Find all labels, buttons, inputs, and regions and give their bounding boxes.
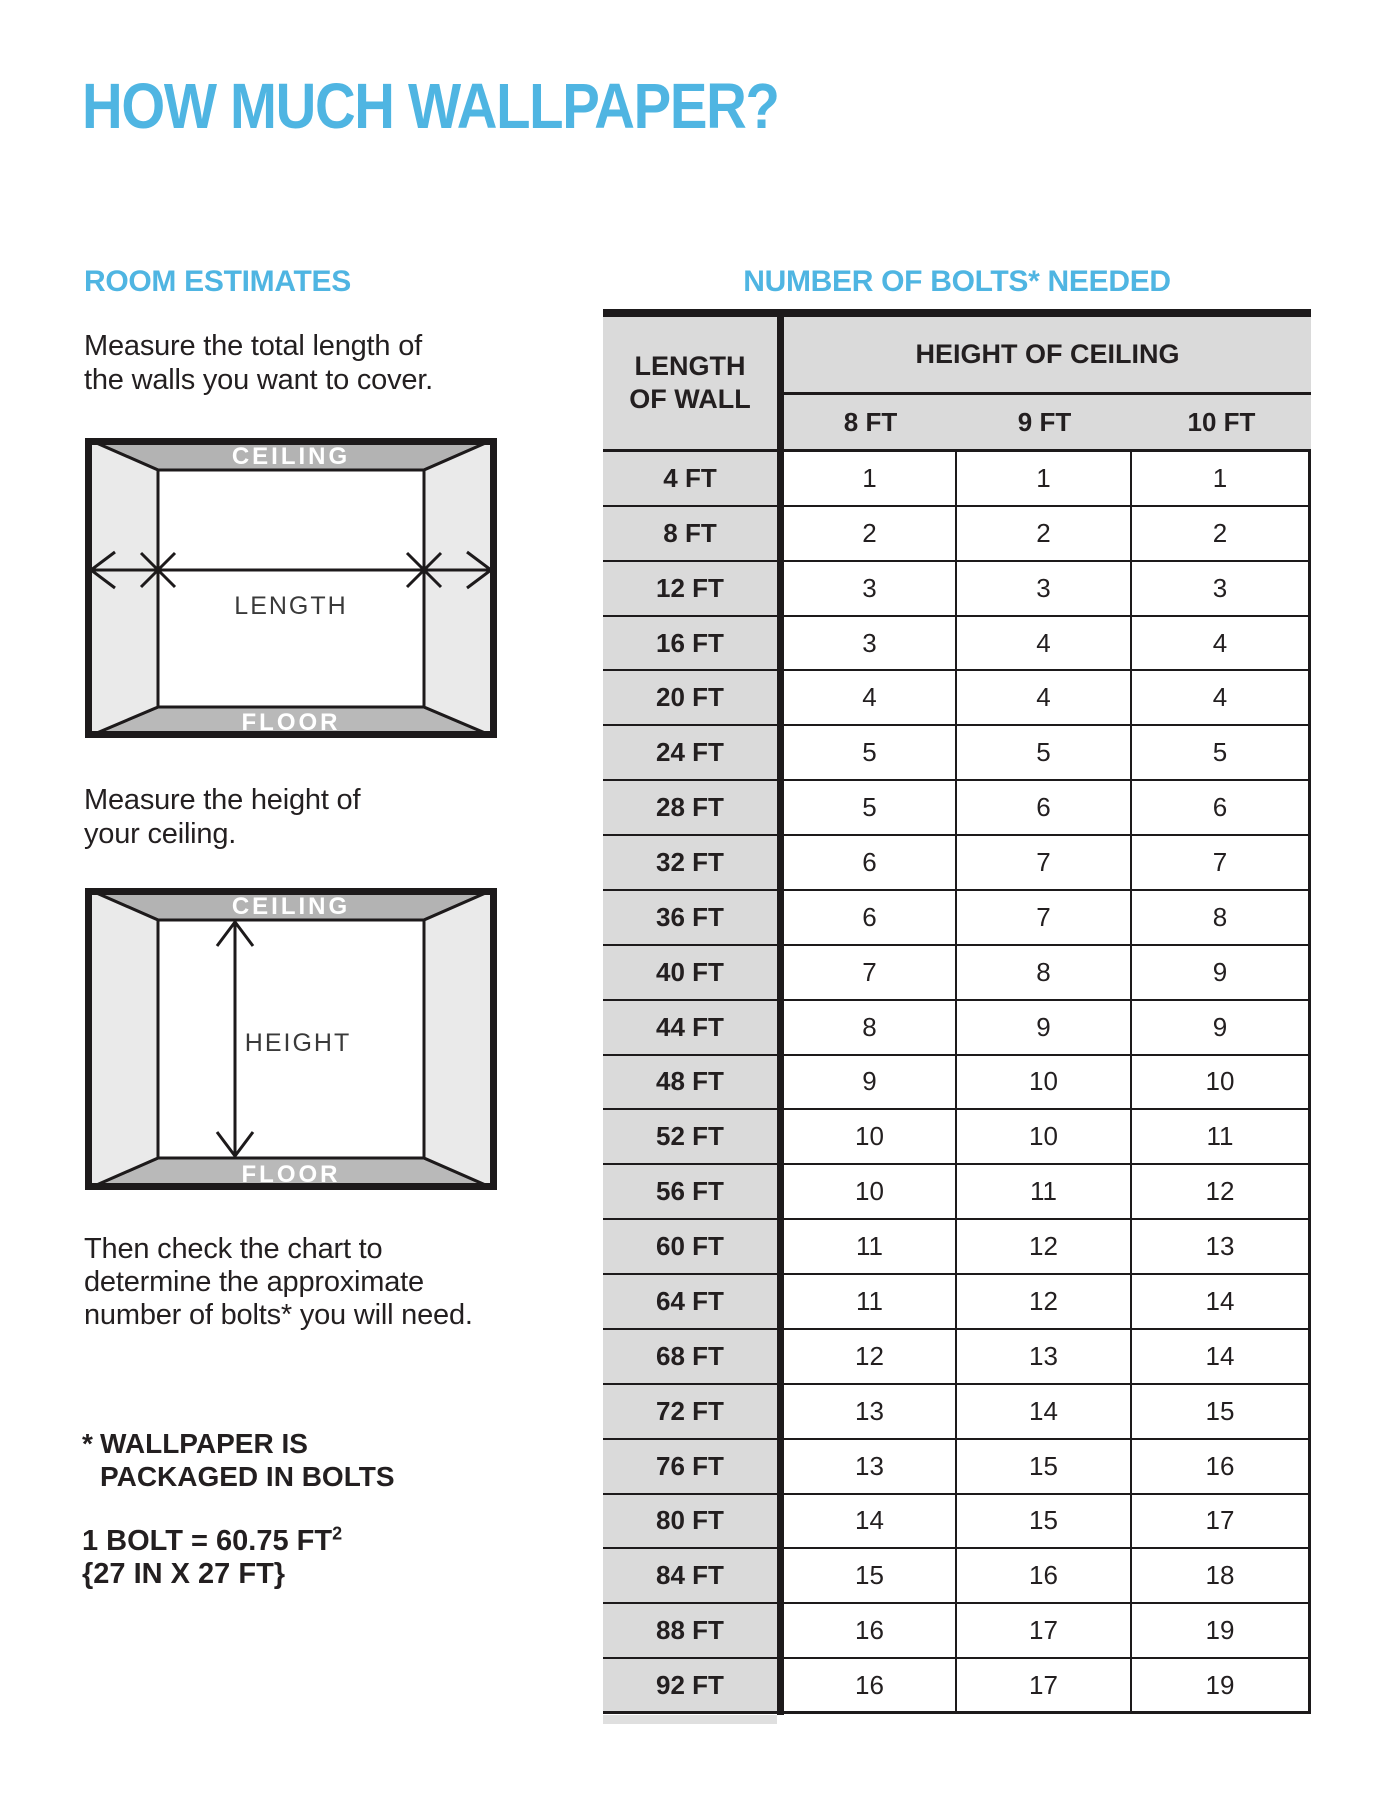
row-label-8-ft: 8 FT xyxy=(603,507,777,562)
cell-8ft: 11 xyxy=(784,1220,957,1275)
cell-9ft: 10 xyxy=(957,1056,1132,1111)
cell-8ft: 6 xyxy=(784,891,957,946)
row-label-84-ft: 84 FT xyxy=(603,1549,777,1604)
bolt-dimensions: {27 IN X 27 FT} xyxy=(82,1558,286,1590)
paragraph-measure-height xyxy=(84,783,360,851)
cell-8ft: 1 xyxy=(784,452,957,507)
cell-10ft: 2 xyxy=(1132,507,1311,562)
paragraph-measure-length-line1: Measure the total length of xyxy=(84,330,422,362)
cell-10ft: 17 xyxy=(1132,1495,1311,1550)
row-label-48-ft: 48 FT xyxy=(603,1056,777,1111)
corner-header-line1: LENGTH xyxy=(634,351,746,381)
cell-9ft: 1 xyxy=(957,452,1132,507)
row-label-16-ft: 16 FT xyxy=(603,617,777,672)
cell-9ft: 12 xyxy=(957,1275,1132,1330)
paragraph-measure-height-line1: Measure the height of xyxy=(84,784,361,816)
paragraph-measure-height-line2: your ceiling. xyxy=(84,818,237,850)
row-label-40-ft: 40 FT xyxy=(603,946,777,1001)
cell-10ft: 14 xyxy=(1132,1275,1311,1330)
row-label-80-ft: 80 FT xyxy=(603,1495,777,1550)
cell-9ft: 2 xyxy=(957,507,1132,562)
height-label: HEIGHT xyxy=(244,1029,352,1057)
cell-10ft: 16 xyxy=(1132,1440,1311,1495)
wallpaper-footnote xyxy=(82,1427,395,1493)
cell-8ft: 13 xyxy=(784,1385,957,1440)
left-wall-surface xyxy=(85,438,158,738)
row-label-52-ft: 52 FT xyxy=(603,1110,777,1165)
row-label-92-ft: 92 FT xyxy=(603,1659,777,1714)
cell-9ft: 9 xyxy=(957,1001,1132,1056)
floor-label: FLOOR xyxy=(241,1161,341,1188)
cell-8ft: 14 xyxy=(784,1495,957,1550)
row-label-76-ft: 76 FT xyxy=(603,1440,777,1495)
row-label-36-ft: 36 FT xyxy=(603,891,777,946)
bolt-equation xyxy=(82,1525,342,1558)
row-label-56-ft: 56 FT xyxy=(603,1165,777,1220)
cell-8ft: 3 xyxy=(784,562,957,617)
cell-9ft: 4 xyxy=(957,617,1132,672)
row-label-4-ft: 4 FT xyxy=(603,452,777,507)
table-top-border xyxy=(603,309,1311,317)
section-heading-bolts-needed: NUMBER OF BOLTS* NEEDED xyxy=(743,265,1171,298)
ceiling-label: CEILING xyxy=(231,893,351,920)
table-footer-strip xyxy=(603,1715,777,1724)
cell-8ft: 8 xyxy=(784,1001,957,1056)
page-title: HOW MUCH WALLPAPER? xyxy=(82,70,779,142)
right-wall-surface xyxy=(424,438,497,738)
row-label-72-ft: 72 FT xyxy=(603,1385,777,1440)
cell-10ft: 10 xyxy=(1132,1056,1311,1111)
cell-10ft: 7 xyxy=(1132,836,1311,891)
footnote-text-line2: PACKAGED IN BOLTS xyxy=(100,1461,395,1492)
cell-10ft: 5 xyxy=(1132,726,1311,781)
cell-8ft: 4 xyxy=(784,671,957,726)
right-wall-surface xyxy=(424,888,497,1190)
cell-8ft: 15 xyxy=(784,1549,957,1604)
cell-10ft: 12 xyxy=(1132,1165,1311,1220)
row-label-88-ft: 88 FT xyxy=(603,1604,777,1659)
cell-8ft: 16 xyxy=(784,1659,957,1714)
paragraph-check-chart-line1: Then check the chart to xyxy=(84,1233,383,1265)
row-label-12-ft: 12 FT xyxy=(603,562,777,617)
cell-8ft: 3 xyxy=(784,617,957,672)
paragraph-check-chart-line3: number of bolts* you will need. xyxy=(84,1299,473,1331)
paragraph-check-chart-line2: determine the approximate xyxy=(84,1266,424,1298)
cell-10ft: 9 xyxy=(1132,946,1311,1001)
bolt-equation-main: 1 BOLT = 60.75 FT xyxy=(82,1525,333,1557)
table-vertical-divider xyxy=(777,309,784,1715)
cell-9ft: 6 xyxy=(957,781,1132,836)
bolt-equation-superscript: 2 xyxy=(332,1523,343,1544)
column-header-10ft: 10 FT xyxy=(1187,406,1256,437)
cell-8ft: 10 xyxy=(784,1110,957,1165)
column-header-9ft: 9 FT xyxy=(1017,406,1072,437)
cell-10ft: 4 xyxy=(1132,617,1311,672)
footnote-text-line1: WALLPAPER IS xyxy=(100,1428,308,1459)
left-wall-surface xyxy=(85,888,158,1190)
row-label-20-ft: 20 FT xyxy=(603,671,777,726)
bolt-info xyxy=(82,1525,342,1591)
back-wall-surface xyxy=(158,470,424,707)
cell-9ft: 11 xyxy=(957,1165,1132,1220)
cell-8ft: 16 xyxy=(784,1604,957,1659)
cell-10ft: 18 xyxy=(1132,1549,1311,1604)
paragraph-check-chart xyxy=(84,1233,473,1332)
row-label-64-ft: 64 FT xyxy=(603,1275,777,1330)
bolts-table xyxy=(603,309,1311,1724)
cell-9ft: 16 xyxy=(957,1549,1132,1604)
row-label-60-ft: 60 FT xyxy=(603,1220,777,1275)
table-span-header: HEIGHT OF CEILING xyxy=(784,317,1311,395)
footnote-asterisk: * xyxy=(82,1428,93,1459)
cell-10ft: 8 xyxy=(1132,891,1311,946)
cell-8ft: 5 xyxy=(784,726,957,781)
cell-10ft: 9 xyxy=(1132,1001,1311,1056)
cell-9ft: 17 xyxy=(957,1604,1132,1659)
cell-9ft: 17 xyxy=(957,1659,1132,1714)
section-heading-room-estimates: ROOM ESTIMATES xyxy=(84,265,351,298)
cell-9ft: 8 xyxy=(957,946,1132,1001)
cell-9ft: 3 xyxy=(957,562,1132,617)
cell-9ft: 7 xyxy=(957,836,1132,891)
paragraph-measure-length-line2: the walls you want to cover. xyxy=(84,364,434,396)
cell-10ft: 3 xyxy=(1132,562,1311,617)
cell-10ft: 15 xyxy=(1132,1385,1311,1440)
cell-8ft: 12 xyxy=(784,1330,957,1385)
row-label-24-ft: 24 FT xyxy=(603,726,777,781)
row-label-44-ft: 44 FT xyxy=(603,1001,777,1056)
cell-10ft: 11 xyxy=(1132,1110,1311,1165)
cell-10ft: 6 xyxy=(1132,781,1311,836)
table-rows xyxy=(603,452,1311,1714)
cell-8ft: 5 xyxy=(784,781,957,836)
room-diagram-height-svg xyxy=(85,888,497,1190)
cell-8ft: 11 xyxy=(784,1275,957,1330)
cell-9ft: 5 xyxy=(957,726,1132,781)
corner-header-line2: OF WALL xyxy=(629,384,751,414)
cell-10ft: 4 xyxy=(1132,671,1311,726)
row-label-68-ft: 68 FT xyxy=(603,1330,777,1385)
length-label: LENGTH xyxy=(234,592,348,620)
cell-9ft: 7 xyxy=(957,891,1132,946)
cell-8ft: 9 xyxy=(784,1056,957,1111)
cell-10ft: 19 xyxy=(1132,1604,1311,1659)
cell-9ft: 10 xyxy=(957,1110,1132,1165)
table-subheaders xyxy=(784,395,1311,449)
cell-9ft: 4 xyxy=(957,671,1132,726)
cell-8ft: 7 xyxy=(784,946,957,1001)
room-diagram-length xyxy=(85,438,497,738)
cell-10ft: 13 xyxy=(1132,1220,1311,1275)
table-corner-header xyxy=(603,317,777,449)
room-diagram-height xyxy=(85,888,497,1190)
cell-10ft: 1 xyxy=(1132,452,1311,507)
cell-10ft: 19 xyxy=(1132,1659,1311,1714)
cell-8ft: 6 xyxy=(784,836,957,891)
cell-10ft: 14 xyxy=(1132,1330,1311,1385)
cell-9ft: 15 xyxy=(957,1495,1132,1550)
ceiling-label: CEILING xyxy=(231,443,351,470)
cell-8ft: 10 xyxy=(784,1165,957,1220)
room-diagram-length-svg xyxy=(85,438,497,738)
row-label-32-ft: 32 FT xyxy=(603,836,777,891)
column-header-8ft: 8 FT xyxy=(843,406,898,437)
cell-9ft: 14 xyxy=(957,1385,1132,1440)
cell-9ft: 12 xyxy=(957,1220,1132,1275)
cell-9ft: 13 xyxy=(957,1330,1132,1385)
cell-8ft: 2 xyxy=(784,507,957,562)
wallpaper-footnote-line1 xyxy=(82,1427,395,1460)
paragraph-measure-length xyxy=(84,329,433,397)
floor-label: FLOOR xyxy=(241,709,341,736)
cell-8ft: 13 xyxy=(784,1440,957,1495)
row-label-28-ft: 28 FT xyxy=(603,781,777,836)
cell-9ft: 15 xyxy=(957,1440,1132,1495)
